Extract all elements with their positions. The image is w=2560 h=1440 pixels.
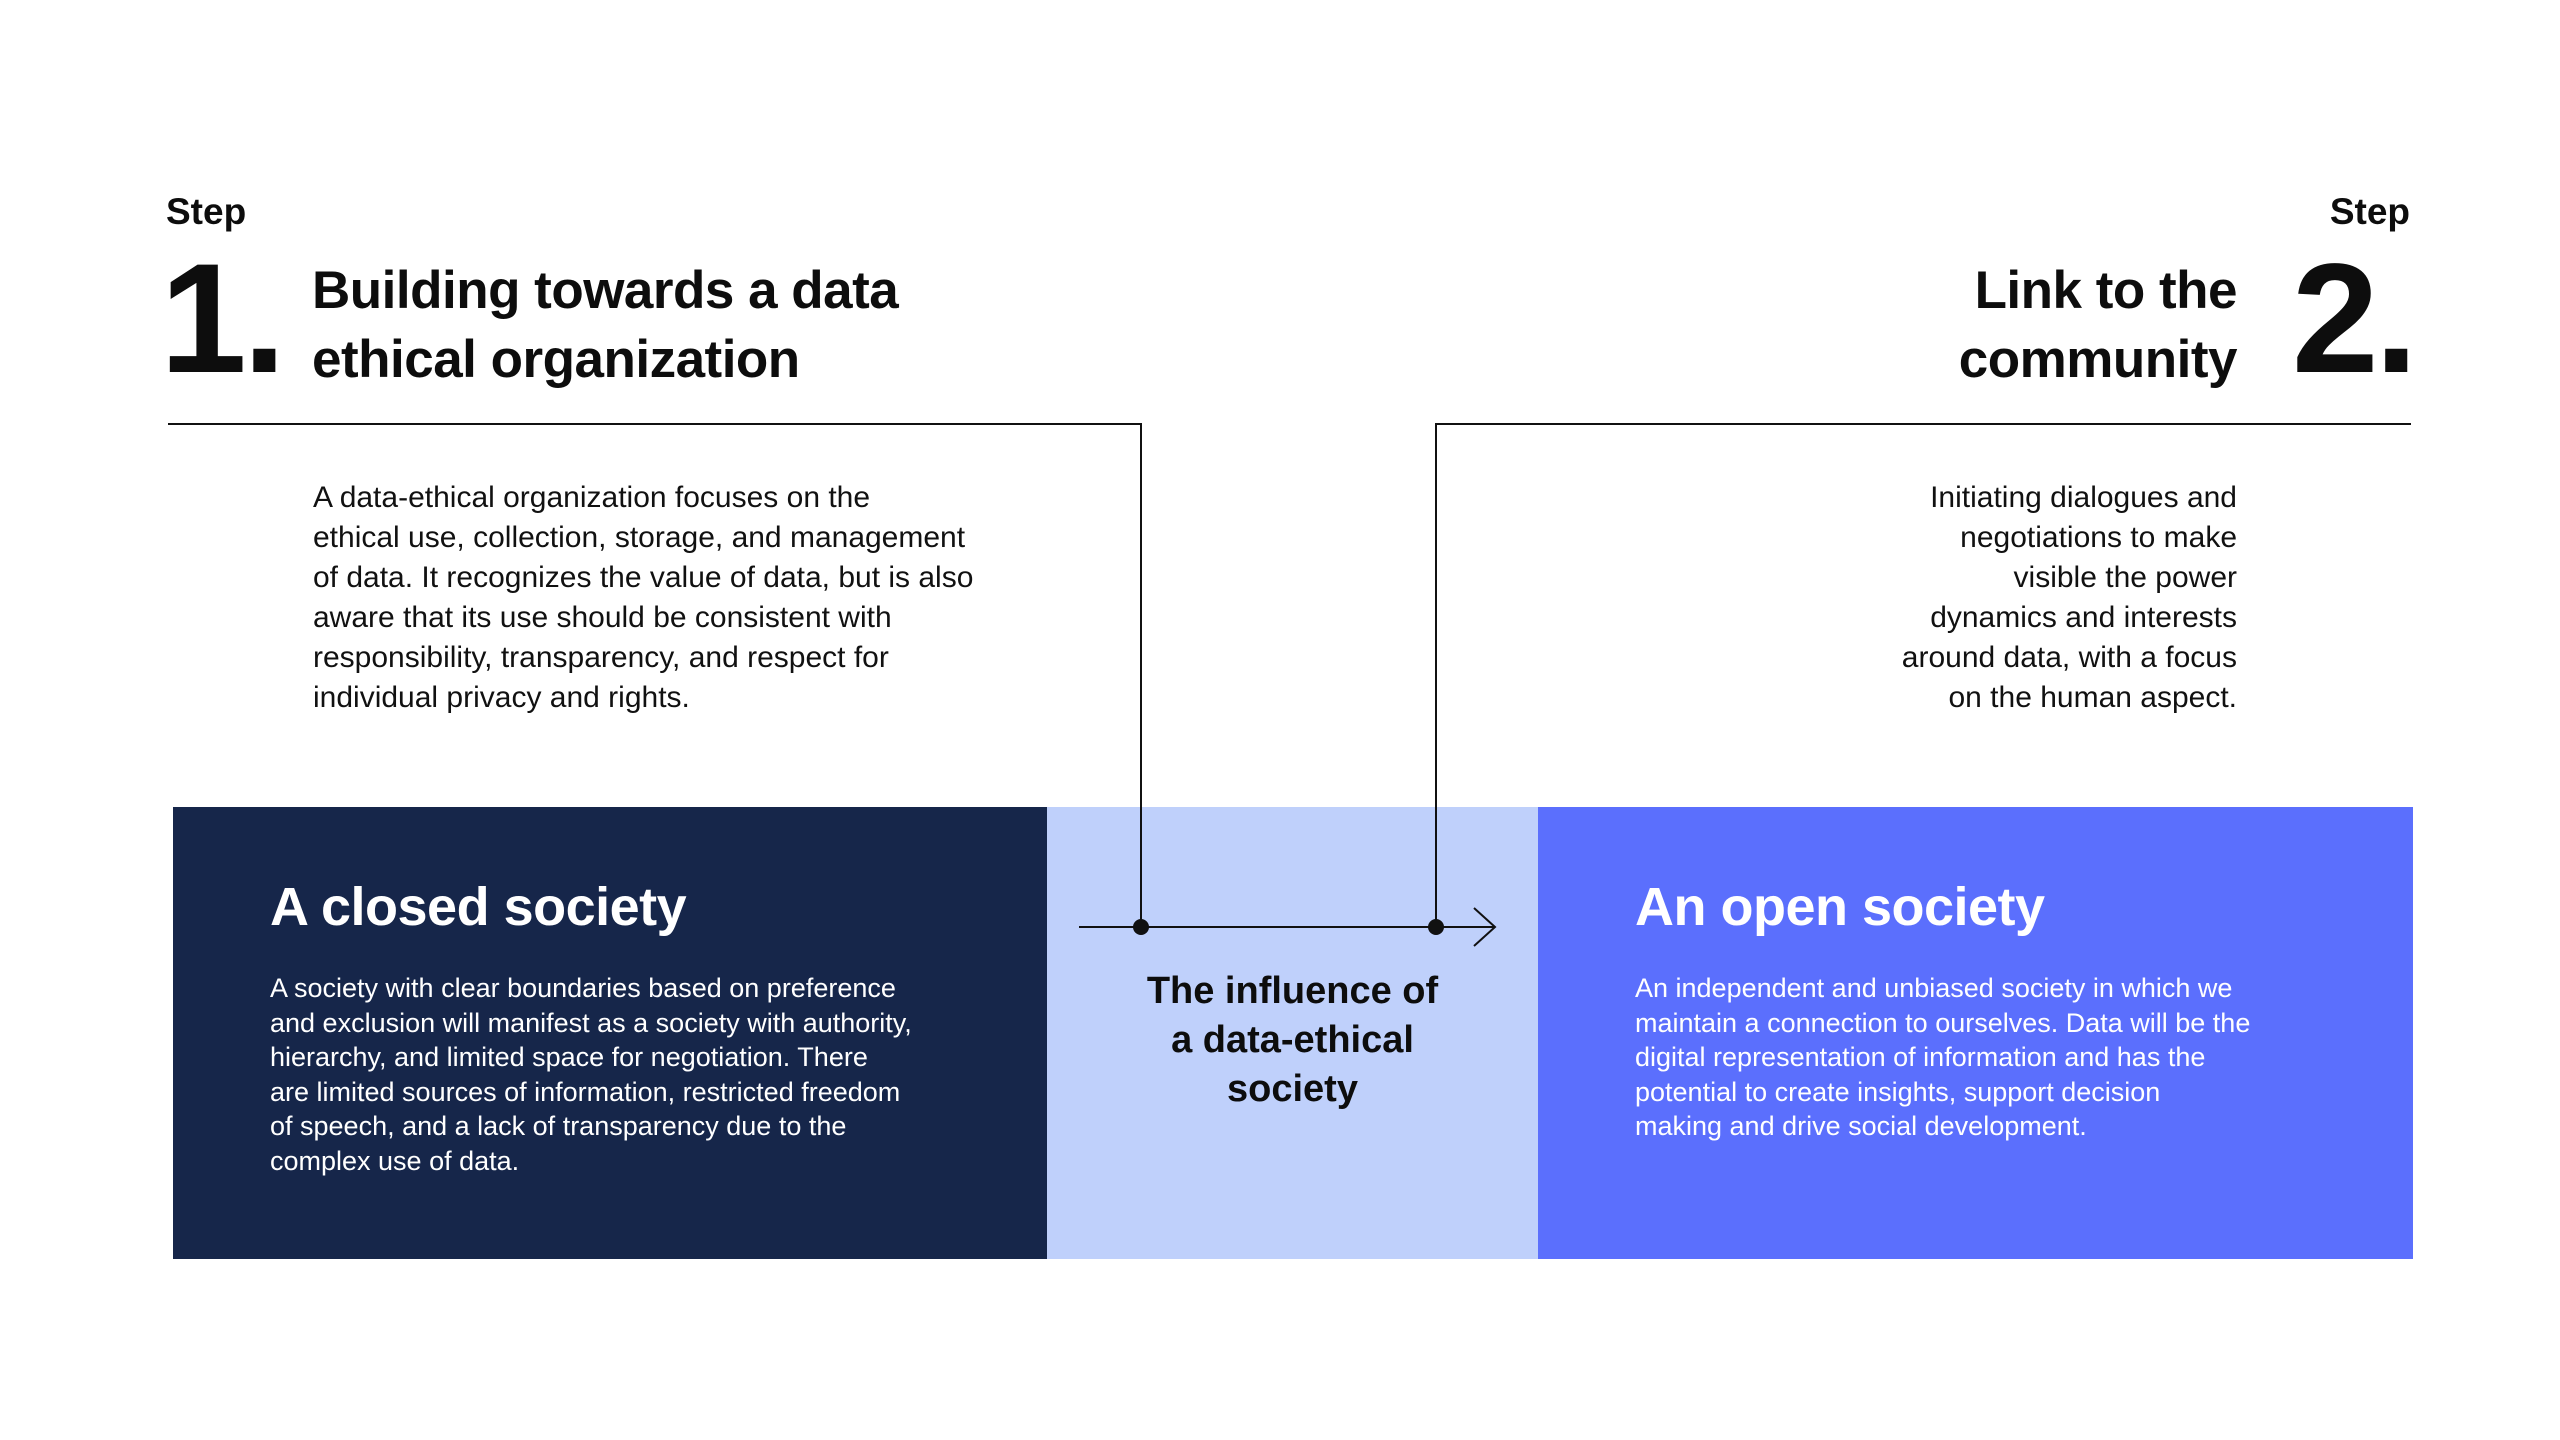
open-society-text-line: digital representation of information and has the [1635, 1042, 2206, 1072]
closed-society-text [270, 971, 990, 1178]
step2-title-line: Link to the [1974, 261, 2237, 320]
closed-society-text-line: of speech, and a lack of transparency due to the [270, 1111, 847, 1141]
step1-label: Step [166, 191, 247, 232]
influence-text-line: a data-ethical [1171, 1019, 1414, 1061]
closed-society-text-line: and exclusion will manifest as a society with authority, [270, 1007, 912, 1038]
step1-description-line: responsibility, transparency, and respect for [313, 641, 889, 674]
closed-society-text-line: are limited sources of information, restricted freedom [270, 1076, 901, 1107]
open-society-block [1538, 807, 2413, 1259]
step2-description-line: on the human aspect. [1948, 681, 2237, 714]
step1-description-line: individual privacy and rights. [313, 681, 690, 714]
influence-block [1047, 807, 1538, 1259]
step1-title-line: ethical organization [312, 330, 800, 389]
step2-description-line: Initiating dialogues and [1930, 481, 2237, 514]
influence-text [1047, 967, 1538, 1114]
step1-number: 1. [160, 232, 283, 406]
step1-description-line: ethical use, collection, storage, and management [313, 521, 966, 554]
step1-title-line: Building towards a data [312, 261, 899, 320]
step1-description [313, 478, 1033, 718]
step2-title [1637, 256, 2237, 394]
influence-text-line: The influence of [1146, 970, 1439, 1012]
closed-society-text-line: A society with clear boundaries based on preference [270, 973, 896, 1003]
step2-description [1837, 478, 2237, 718]
step1-description-line: aware that its use should be consistent with [313, 601, 892, 634]
open-society-text-line: An independent and unbiased society in which we [1635, 973, 2233, 1003]
step1-title [312, 256, 1072, 394]
influence-text-line: society [1227, 1068, 1358, 1110]
closed-society-text-line: complex use of data. [270, 1145, 520, 1176]
step2-description-line: visible the power [2013, 561, 2237, 594]
open-society-text-line: making and drive social development. [1635, 1111, 2087, 1141]
step1-description-line: of data. It recognizes the value of data, but is also [313, 561, 974, 594]
closed-society-title: A closed society [270, 877, 687, 937]
closed-society-text-line: hierarchy, and limited space for negotiation. There [270, 1042, 868, 1072]
step2-description-line: dynamics and interests [1930, 601, 2237, 634]
open-society-text [1635, 971, 2355, 1144]
step2-number: 2. [2291, 232, 2414, 406]
open-society-title: An open society [1635, 877, 2045, 937]
step2-label: Step [2329, 191, 2410, 232]
open-society-text-line: potential to create insights, support decision [1635, 1076, 2161, 1107]
step2-description-line: around data, with a focus [1901, 641, 2237, 674]
step2-description-line: negotiations to make [1960, 521, 2237, 554]
closed-society-block [173, 807, 1047, 1259]
step2-title-line: community [1958, 330, 2237, 389]
step1-description-line: A data-ethical organization focuses on the [313, 481, 871, 514]
open-society-text-line: maintain a connection to ourselves. Data will be the [1635, 1007, 2251, 1038]
